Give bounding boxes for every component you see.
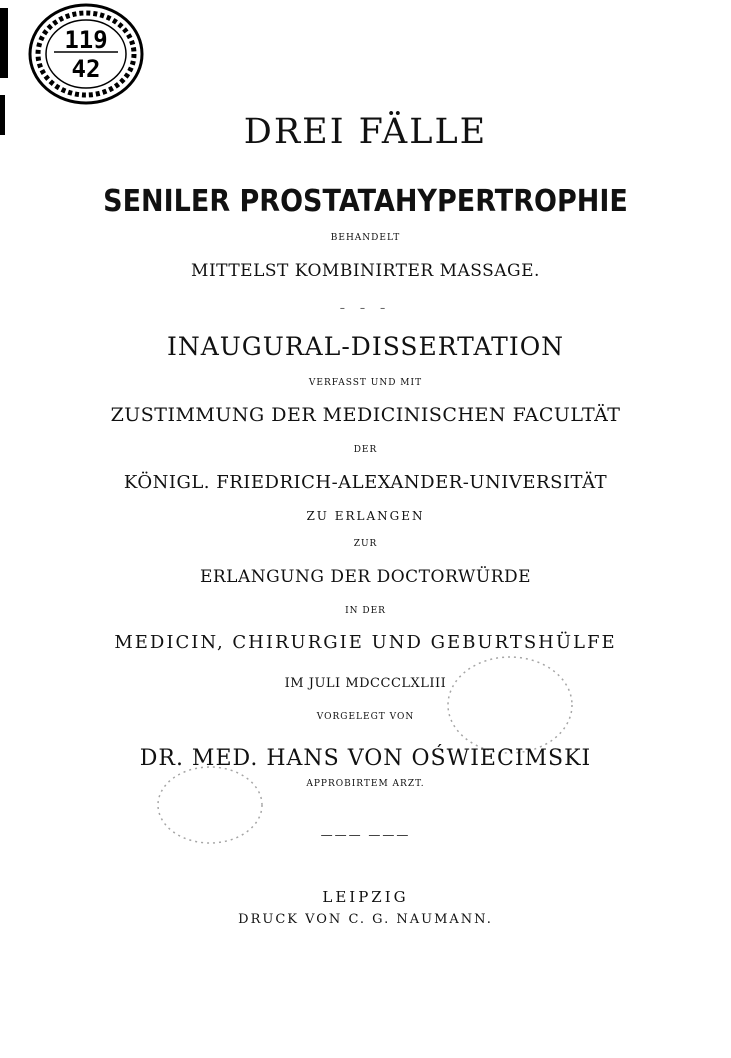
dissertation-line-9: MEDICIN, CHIRURGIE UND GEBURTSHÜLFE — [114, 632, 617, 653]
stamp-top-number: 119 — [64, 26, 108, 54]
dissertation-line-6: ZUR — [353, 539, 378, 549]
imprint-city: LEIPZIG — [322, 888, 409, 906]
dissertation-line-2: ZUSTIMMUNG DER MEDICINISCHEN FACULTÄT — [110, 404, 621, 426]
dissertation-line-7: ERLANGUNG DER DOCTORWÜRDE — [199, 567, 532, 587]
dissertation-line-8: IN DER — [345, 606, 386, 616]
bleed-through-stamp — [440, 650, 580, 760]
imprint-printer: DRUCK VON C. G. NAUMANN. — [238, 912, 493, 927]
author-title: APPROBIRTEM ARZT. — [306, 779, 425, 789]
scan-edge-mark — [0, 8, 8, 78]
dissertation-line-10: IM JULI MDCCCLXLIII — [284, 676, 447, 691]
author-name: DR. MED. HANS VON OŚWIECIMSKI — [139, 746, 592, 771]
title-line-3: BEHANDELT — [330, 233, 401, 243]
title-line-1: DREI FÄLLE — [243, 112, 488, 152]
dissertation-line-4: KÖNIGL. FRIEDRICH-ALEXANDER-UNIVERSITÄT — [123, 472, 608, 493]
dissertation-line-3: DER — [353, 445, 378, 455]
stamp-bottom-number: 42 — [71, 55, 101, 83]
library-stamp — [27, 2, 145, 106]
title-line-4: MITTELST KOMBINIRTER MASSAGE. — [191, 261, 540, 281]
dissertation-line-5: ZU ERLANGEN — [306, 509, 425, 523]
title-line-2: SENILER PROSTATAHYPERTROPHIE — [103, 184, 628, 219]
dissertation-line-11: VORGELEGT VON — [316, 712, 415, 722]
dissertation-heading: INAUGURAL-DISSERTATION — [166, 332, 565, 361]
footer-divider: ——— ——— — [320, 828, 411, 842]
section-divider: – – – — [339, 303, 392, 314]
bleed-through-stamp — [150, 760, 270, 850]
dissertation-line-1: VERFASST UND MIT — [308, 378, 423, 388]
